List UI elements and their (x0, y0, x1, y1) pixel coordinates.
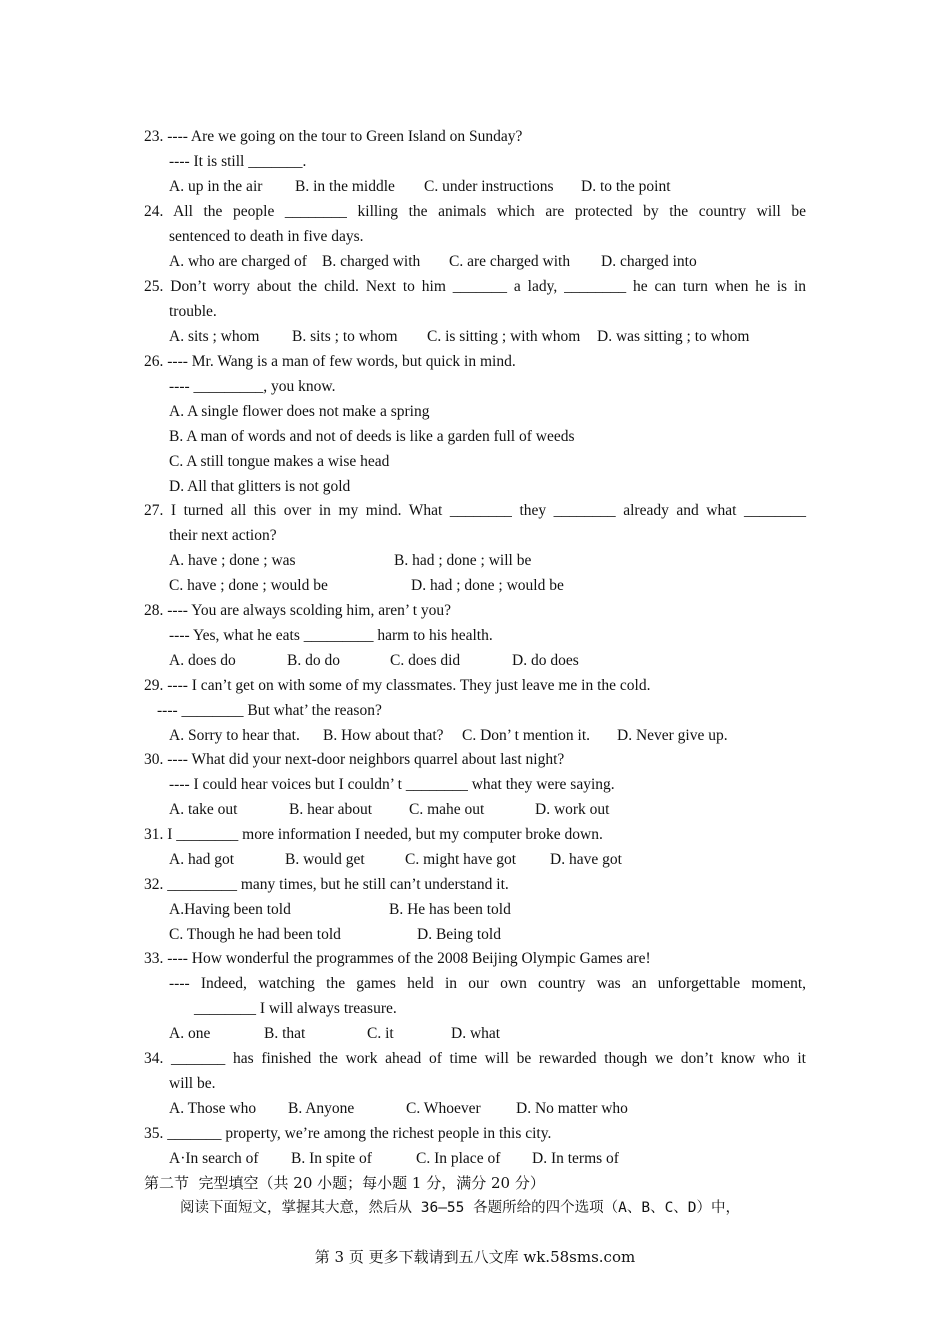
q24-stem: 24. All the people ________ killing the animals which are protected by the country will be (144, 203, 806, 220)
q26-option-d: D. All that glitters is not gold (169, 478, 351, 495)
q32-option-d: D. Being told (417, 926, 501, 943)
q32-stem: 32. _________ many times, but he still can’t understand it. (144, 876, 509, 893)
q27-option-b: B. had ; done ; will be (394, 552, 532, 569)
q24-stem-cont: sentenced to death in five days. (169, 228, 364, 245)
q23-option-c: C. under instructions (424, 178, 554, 195)
q25-option-d: D. was sitting ; to whom (597, 328, 750, 345)
q34-option-c: C. Whoever (406, 1100, 481, 1117)
q33-option-b: B. that (264, 1025, 306, 1042)
q28-option-d: D. do does (512, 652, 579, 669)
q33-option-c: C. it (367, 1025, 394, 1042)
q34-stem: 34. _______ has finished the work ahead of time will be rewarded though we don’t know who it (144, 1050, 806, 1067)
q26-option-b: B. A man of words and not of deeds is like a garden full of weeds (169, 428, 575, 445)
q34-option-d: D. No matter who (516, 1100, 628, 1117)
q33-stem: 33. ---- How wonderful the programmes of the 2008 Beijing Olympic Games are! (144, 950, 651, 967)
q25-option-a: A. sits ; whom (169, 328, 260, 345)
q28-option-b: B. do do (287, 652, 340, 669)
q34-stem-cont: will be. (169, 1075, 216, 1092)
q26-option-c: C. A still tongue makes a wise head (169, 453, 390, 470)
q29-option-d: D. Never give up. (617, 727, 728, 744)
q33-response-cont: ________ I will always treasure. (194, 1000, 397, 1017)
q32-option-b: B. He has been told (389, 901, 511, 918)
q23-stem: 23. ---- Are we going on the tour to Green Island on Sunday? (144, 128, 523, 145)
q28-option-c: C. does did (390, 652, 461, 669)
q29-stem: 29. ---- I can’t get on with some of my classmates. They just leave me in the cold. (144, 677, 651, 694)
q27-stem-cont: their next action? (169, 527, 277, 544)
q32-option-a: A.Having been told (169, 901, 291, 918)
q25-option-b: B. sits ; to whom (292, 328, 398, 345)
q27-option-a: A. have ; done ; was (169, 552, 296, 569)
q30-option-c: C. mahe out (409, 801, 485, 818)
page-footer: 第 3 页 更多下载请到五八文库 wk.58sms.com (314, 1248, 636, 1266)
q25-option-c: C. is sitting ; with whom (427, 328, 581, 345)
q29-response: ---- ________ But what’ the reason? (157, 702, 382, 719)
q29-option-b: B. How about that? (323, 727, 444, 744)
q24-option-a: A. who are charged of (169, 253, 307, 270)
section-instruction: 阅读下面短文，掌握其大意，然后从 36—55 各题所给的四个选项（A、B、C、D）中， (180, 1200, 741, 1216)
q27-option-c: C. have ; done ; would be (169, 577, 328, 594)
q27-stem: 27. I turned all this over in my mind. What ________ they ________ already and what ________ (144, 502, 806, 519)
q30-option-d: D. work out (535, 801, 610, 818)
q35-option-d: D. In terms of (532, 1150, 619, 1167)
q31-option-c: C. might have got (405, 851, 517, 868)
q32-option-c: C. Though he had been told (169, 926, 341, 943)
q29-option-a: A. Sorry to hear that. (169, 727, 300, 744)
q23-option-b: B. in the middle (295, 178, 395, 195)
q33-response: ---- Indeed, watching the games held in our own country was an unforgettable moment, (169, 975, 806, 992)
q26-stem: 26. ---- Mr. Wang is a man of few words, but quick in mind. (144, 353, 516, 370)
q35-option-b: B. In spite of (291, 1150, 372, 1167)
q23-response: ---- It is still _______. (169, 153, 307, 170)
q26-response: ---- _________, you know. (169, 378, 336, 395)
q28-stem: 28. ---- You are always scolding him, aren’ t you? (144, 602, 452, 619)
q35-option-a: A·In search of (169, 1150, 259, 1167)
q30-stem: 30. ---- What did your next-door neighbors quarrel about last night? (144, 751, 565, 768)
q26-option-a: A. A single flower does not make a spring (169, 403, 430, 420)
q23-option-a: A. up in the air (169, 178, 263, 195)
q29-option-c: C. Don’ t mention it. (462, 727, 591, 744)
q33-option-d: D. what (451, 1025, 501, 1042)
section-heading: 第二节 完型填空（共 20 小题；每小题 1 分，满分 20 分） (144, 1174, 545, 1192)
q24-option-c: C. are charged with (449, 253, 571, 270)
q31-option-a: A. had got (169, 851, 235, 868)
q31-option-d: D. have got (550, 851, 622, 868)
q24-option-b: B. charged with (322, 253, 421, 270)
q34-option-a: A. Those who (169, 1100, 257, 1117)
q28-response: ---- Yes, what he eats _________ harm to his health. (169, 627, 493, 644)
q31-option-b: B. would get (285, 851, 365, 868)
q30-option-a: A. take out (169, 801, 238, 818)
q25-stem-cont: trouble. (169, 303, 217, 320)
q33-option-a: A. one (169, 1025, 211, 1042)
q35-stem: 35. _______ property, we’re among the richest people in this city. (144, 1125, 552, 1142)
q31-stem: 31. I ________ more information I needed, but my computer broke down. (144, 826, 603, 843)
q25-stem: 25. Don’t worry about the child. Next to him _______ a lady, ________ he can turn when he is in (144, 278, 806, 295)
q27-option-d: D. had ; done ; would be (411, 577, 564, 594)
q30-option-b: B. hear about (289, 801, 373, 818)
q23-option-d: D. to the point (581, 178, 671, 195)
q30-response: ---- I could hear voices but I couldn’ t ________ what they were saying. (169, 776, 615, 793)
q35-option-c: C. In place of (416, 1150, 501, 1167)
q24-option-d: D. charged into (601, 253, 697, 270)
q28-option-a: A. does do (169, 652, 236, 669)
q34-option-b: B. Anyone (288, 1100, 355, 1117)
